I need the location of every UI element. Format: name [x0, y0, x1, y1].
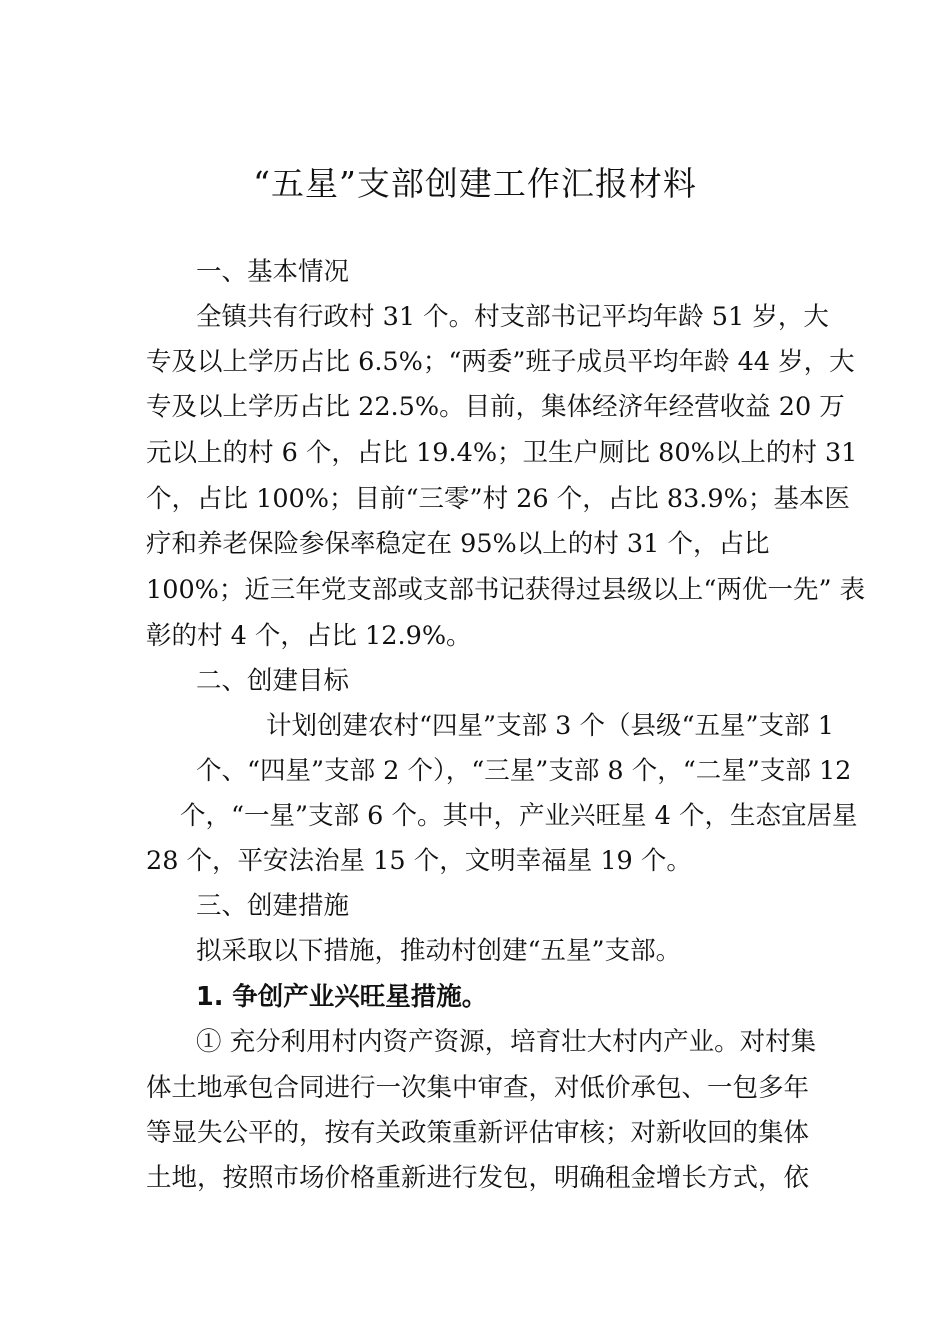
paragraph-line: 拟采取以下措施，推动村创建“五星”支部。: [196, 936, 682, 966]
paragraph-line: 28 个，平安法治星 15 个，文明幸福星 19 个。: [146, 846, 692, 876]
paragraph-line: 全镇共有行政村 31 个。村支部书记平均年龄 51 岁，大: [196, 302, 829, 332]
subsection-heading: 1. 争创产业兴旺星措施。: [196, 982, 488, 1012]
paragraph-line: ① 充分利用村内资产资源，培育壮大村内产业。对村集: [196, 1027, 817, 1057]
paragraph-line: 计划创建农村“四星”支部 3 个（县级“五星”支部 1: [266, 711, 834, 741]
paragraph-line: 元以上的村 6 个，占比 19.4%；卫生户厕比 80%以上的村 31: [146, 438, 858, 468]
paragraph-line: 专及以上学历占比 6.5%；“两委”班子成员平均年龄 44 岁，大: [146, 347, 855, 377]
paragraph-line: 个，“一星”支部 6 个。其中，产业兴旺星 4 个，生态宜居星: [180, 801, 858, 831]
paragraph-line: 等显失公平的，按有关政策重新评估审核；对新收回的集体: [146, 1118, 810, 1148]
section-heading-goals: 二、创建目标: [196, 666, 350, 696]
section-heading-measures: 三、创建措施: [196, 891, 350, 921]
paragraph-line: 体土地承包合同进行一次集中审查，对低价承包、一包多年: [146, 1073, 810, 1103]
document-title: “五星”支部创建工作汇报材料: [253, 164, 697, 203]
section-heading-basic: 一、基本情况: [196, 257, 350, 287]
paragraph-line: 个，占比 100%；目前“三零”村 26 个，占比 83.9%；基本医: [146, 484, 850, 514]
paragraph-line: 疗和养老保险参保率稳定在 95%以上的村 31 个，占比: [146, 529, 770, 559]
paragraph-line: 个、“四星”支部 2 个），“三星”支部 8 个，“二星”支部 12: [196, 756, 852, 786]
paragraph-line: 土地，按照市场价格重新进行发包，明确租金增长方式，依: [146, 1163, 810, 1193]
paragraph-line: 专及以上学历占比 22.5%。目前，集体经济年经营收益 20 万: [146, 392, 845, 422]
paragraph-line: 100%；近三年党支部或支部书记获得过县级以上“两优一先” 表: [146, 575, 866, 605]
paragraph-line: 彰的村 4 个，占比 12.9%。: [146, 621, 472, 651]
